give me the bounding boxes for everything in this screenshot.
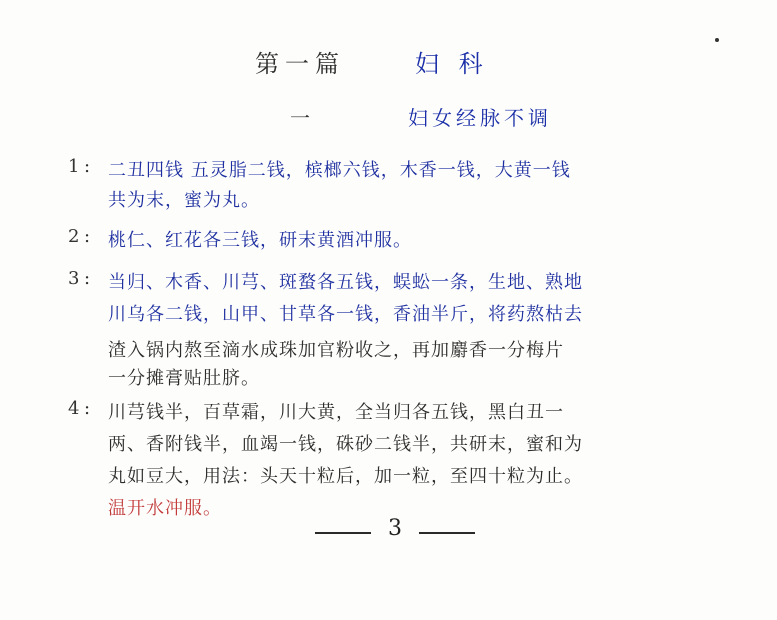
entry-4-line-3: 丸如豆大，用法：头天十粒后，加一粒，至四十粒为止。 <box>108 466 583 487</box>
entry-4-line-2: 两、香附钱半，血竭一钱，硃砂二钱半，共研末，蜜和为 <box>108 434 583 455</box>
entry-3-number: 3 <box>68 268 81 289</box>
entry-2-colon: : <box>84 226 92 247</box>
section-number: 一 <box>290 106 310 130</box>
chapter-subject: 妇 科 <box>415 50 489 78</box>
page-footer <box>315 516 475 546</box>
entry-3-colon: : <box>84 268 92 289</box>
entry-1-colon: : <box>84 156 92 177</box>
entry-1-line-2: 共为末，蜜为丸。 <box>108 190 260 211</box>
chapter-title <box>255 44 555 76</box>
page-dash-right <box>419 532 475 534</box>
page-number: 3 <box>388 516 402 541</box>
entry-2-number: 2 <box>68 226 81 247</box>
entry-4-colon: : <box>84 398 92 419</box>
entry-3-line-3: 渣入锅内熬至滴水成珠加官粉收之，再加麝香一分梅片 <box>108 340 564 361</box>
entry-1-number: 1 <box>68 156 81 177</box>
entry-4-number: 4 <box>68 398 81 419</box>
entry-3-line-2: 川乌各二钱，山甲、甘草各一钱，香油半斤，将药熬枯去 <box>108 304 583 325</box>
section-heading <box>290 102 590 132</box>
entry-3-line-4: 一分摊膏贴肚脐。 <box>108 368 260 389</box>
entry-3-line-1: 当归、木香、川芎、斑蝥各五钱，蜈蚣一条，生地、熟地 <box>108 272 583 293</box>
entry-4-line-4: 温开水冲服。 <box>108 498 222 519</box>
section-title: 妇女经脉不调 <box>408 106 552 130</box>
entry-4-line-1: 川芎钱半，百草霜，川大黄，全当归各五钱，黑白丑一 <box>108 402 564 423</box>
entry-1-line-1: 二丑四钱 五灵脂二钱，槟榔六钱，木香一钱，大黄一钱 <box>108 160 571 181</box>
page-dash-left <box>315 532 371 534</box>
chapter-label: 第一篇 <box>255 50 345 78</box>
entry-2-line-1: 桃仁、红花各三钱，研末黄酒冲服。 <box>108 230 412 251</box>
ink-speck <box>715 38 719 42</box>
